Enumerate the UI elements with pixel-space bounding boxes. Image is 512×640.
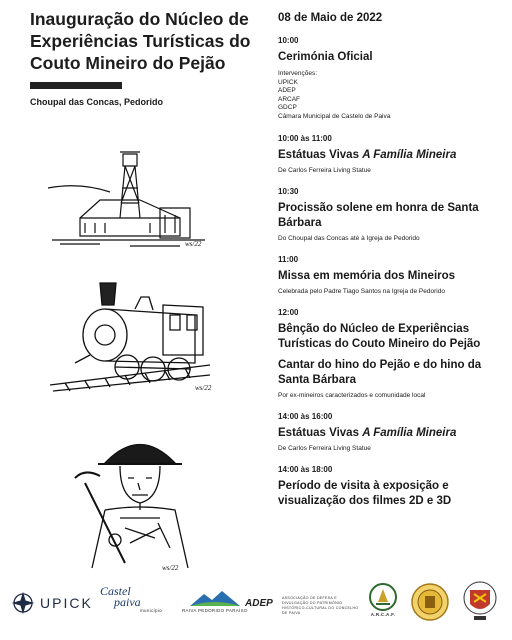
signature-1: ws/22 <box>185 240 202 248</box>
signature-2: ws/22 <box>195 384 212 392</box>
upick-star-icon <box>12 592 34 614</box>
upick-logo <box>12 592 93 614</box>
event-title-secondary: Cantar do hino do Pejão e do hino da Santa Bárbara <box>278 359 482 386</box>
title-block <box>30 8 265 107</box>
event-title-italic: A Família Mineira <box>362 427 457 439</box>
intervention-item: ADEP <box>278 87 296 94</box>
mine-headframe-illustration <box>40 148 215 253</box>
event-block-3 <box>278 187 506 243</box>
adep-logo <box>245 598 273 609</box>
event-block-5 <box>278 308 506 400</box>
event-subtitle: Por ex-mineiros caracterizados e comunidade local <box>278 392 426 399</box>
program-column <box>278 12 506 511</box>
adep-text: ADEP <box>245 598 273 609</box>
raiva-mountains-logo <box>188 588 242 608</box>
event-time: 14:00 às 18:00 <box>278 465 333 474</box>
pejao-logo <box>462 580 498 624</box>
arcaf-text: A.R.C.A.F. <box>370 612 396 617</box>
event-time: 10:00 <box>278 36 299 45</box>
municipio-text: município <box>140 608 162 613</box>
title-underline-bar <box>30 82 122 89</box>
sponsor-footer <box>0 578 512 630</box>
interventions-list <box>278 70 506 121</box>
event-title: Bênção do Núcleo de Experiências Turísticas do Couto Mineiro do Pejão <box>278 323 481 350</box>
signature-3: ws/22 <box>162 564 179 572</box>
intervention-item: ARCAF <box>278 95 301 103</box>
pejao-crest <box>462 580 498 624</box>
intervention-item: GDCP <box>278 104 297 111</box>
event-block-6 <box>278 412 506 453</box>
castel-text: Castel <box>100 584 131 598</box>
event-time: 11:00 <box>278 255 299 264</box>
event-title-italic: A Família Mineira <box>362 149 457 161</box>
event-title: Missa em memória dos Mineiros <box>278 270 456 282</box>
event-date: 08 de Maio de 2022 <box>278 12 383 24</box>
event-subtitle: De Carlos Ferreira Living Statue <box>278 167 371 174</box>
page-title: Inauguração do Núcleo de Experiências Turísticas do Couto Mineiro do Pejão <box>30 9 251 73</box>
event-title <box>278 148 506 163</box>
paiva-text: paiva <box>114 595 141 609</box>
event-title <box>278 426 506 441</box>
raiva-text: RAIVA PEDORIDO PARAÍSO <box>182 608 248 613</box>
event-block-7 <box>278 465 506 509</box>
event-time: 10:30 <box>278 187 299 196</box>
event-block-4 <box>278 255 506 296</box>
event-title: Cerimónia Oficial <box>278 51 373 63</box>
event-subtitle: De Carlos Ferreira Living Statue <box>278 445 371 452</box>
event-time: 12:00 <box>278 308 299 317</box>
gdcp-logo <box>410 582 450 622</box>
event-time: 10:00 às 11:00 <box>278 134 332 143</box>
adep-description-text: ASSOCIAÇÃO DE DEFESA E DIVULGAÇÃO DO PATRIMÓNIO HISTÓRICO-CULTURAL DO CONCELHO DE PAIVA <box>282 596 359 615</box>
event-block-2 <box>278 134 506 175</box>
intervention-item: Câmara Municipal de Castelo de Paiva <box>278 112 391 120</box>
arcaf-seal <box>368 582 398 612</box>
location-text: Choupal das Concas, Pedorido <box>30 97 164 107</box>
interventions-label: Intervenções: <box>278 70 318 77</box>
event-title-plain: Estátuas Vivas <box>278 427 363 439</box>
event-subtitle: Do Choupal das Concas até à Igreja de Pedorido <box>278 235 420 242</box>
event-title: Período de visita à exposição e visualização dos filmes 2D e 3D <box>278 480 452 507</box>
castel-paiva-logo <box>100 586 162 613</box>
locomotive-illustration <box>45 275 215 395</box>
gdcp-seal <box>410 582 450 622</box>
arcaf-logo <box>368 582 398 617</box>
event-subtitle: Celebrada pelo Padre Tiago Santos na Igreja de Pedorido <box>278 288 445 295</box>
miner-illustration <box>70 428 210 573</box>
upick-text: UPICK <box>40 595 93 611</box>
adep-description <box>282 596 360 616</box>
event-time: 14:00 às 16:00 <box>278 412 333 421</box>
event-title: Procissão solene em honra de Santa Bárbara <box>278 202 479 229</box>
event-title-plain: Estátuas Vivas <box>278 149 363 161</box>
intervention-item: UPICK <box>278 78 298 86</box>
event-block-1 <box>278 36 506 121</box>
raiva-logo <box>182 588 248 613</box>
